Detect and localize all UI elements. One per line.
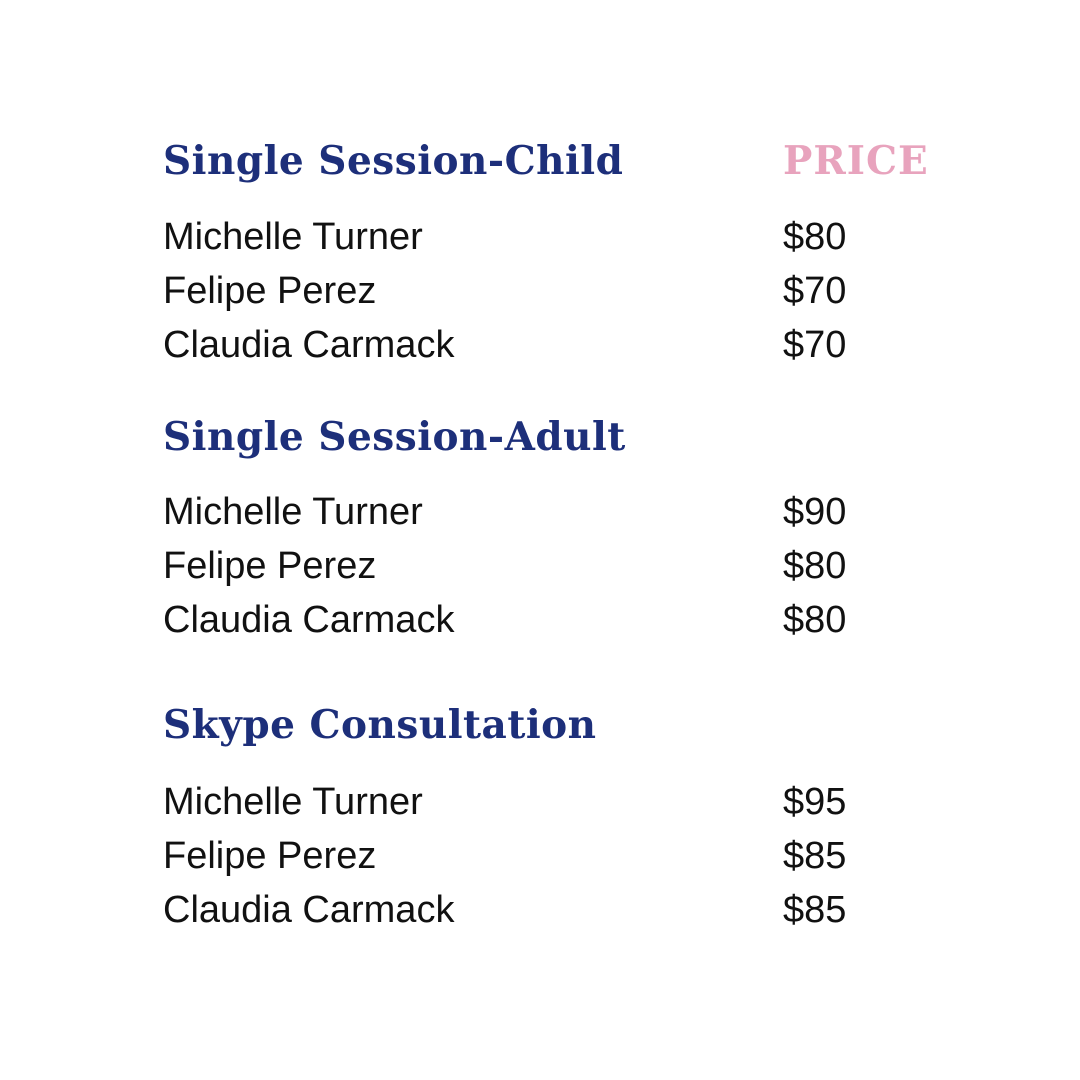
list-item xyxy=(163,210,923,264)
section-title-single-session-adult: Single Session-Adult xyxy=(163,414,626,460)
price-column-heading: PRICE xyxy=(783,138,929,184)
list-item xyxy=(163,485,923,539)
list-item xyxy=(163,318,923,372)
practitioner-name: Michelle Turner xyxy=(163,491,423,533)
practitioner-name: Claudia Carmack xyxy=(163,599,455,641)
list-item xyxy=(163,593,923,647)
session-price: $70 xyxy=(783,270,847,312)
practitioner-name: Felipe Perez xyxy=(163,835,377,877)
practitioner-name: Felipe Perez xyxy=(163,270,377,312)
session-price: $90 xyxy=(783,491,847,533)
section-rows-single-session-adult xyxy=(163,485,923,647)
section-title-single-session-child: Single Session-Child xyxy=(163,138,624,184)
list-item xyxy=(163,829,923,883)
session-price: $70 xyxy=(783,324,847,366)
practitioner-name: Michelle Turner xyxy=(163,781,423,823)
session-price: $85 xyxy=(783,889,847,931)
session-price: $95 xyxy=(783,781,847,823)
section-rows-single-session-child xyxy=(163,210,923,372)
list-item xyxy=(163,264,923,318)
section-rows-skype-consultation xyxy=(163,775,923,937)
practitioner-name: Felipe Perez xyxy=(163,545,377,587)
list-item xyxy=(163,539,923,593)
practitioner-name: Michelle Turner xyxy=(163,216,423,258)
list-item xyxy=(163,775,923,829)
session-price: $80 xyxy=(783,599,847,641)
session-price: $80 xyxy=(783,545,847,587)
session-price: $80 xyxy=(783,216,847,258)
list-item xyxy=(163,883,923,937)
practitioner-name: Claudia Carmack xyxy=(163,889,455,931)
section-title-skype-consultation: Skype Consultation xyxy=(163,702,597,748)
practitioner-name: Claudia Carmack xyxy=(163,324,455,366)
session-price: $85 xyxy=(783,835,847,877)
